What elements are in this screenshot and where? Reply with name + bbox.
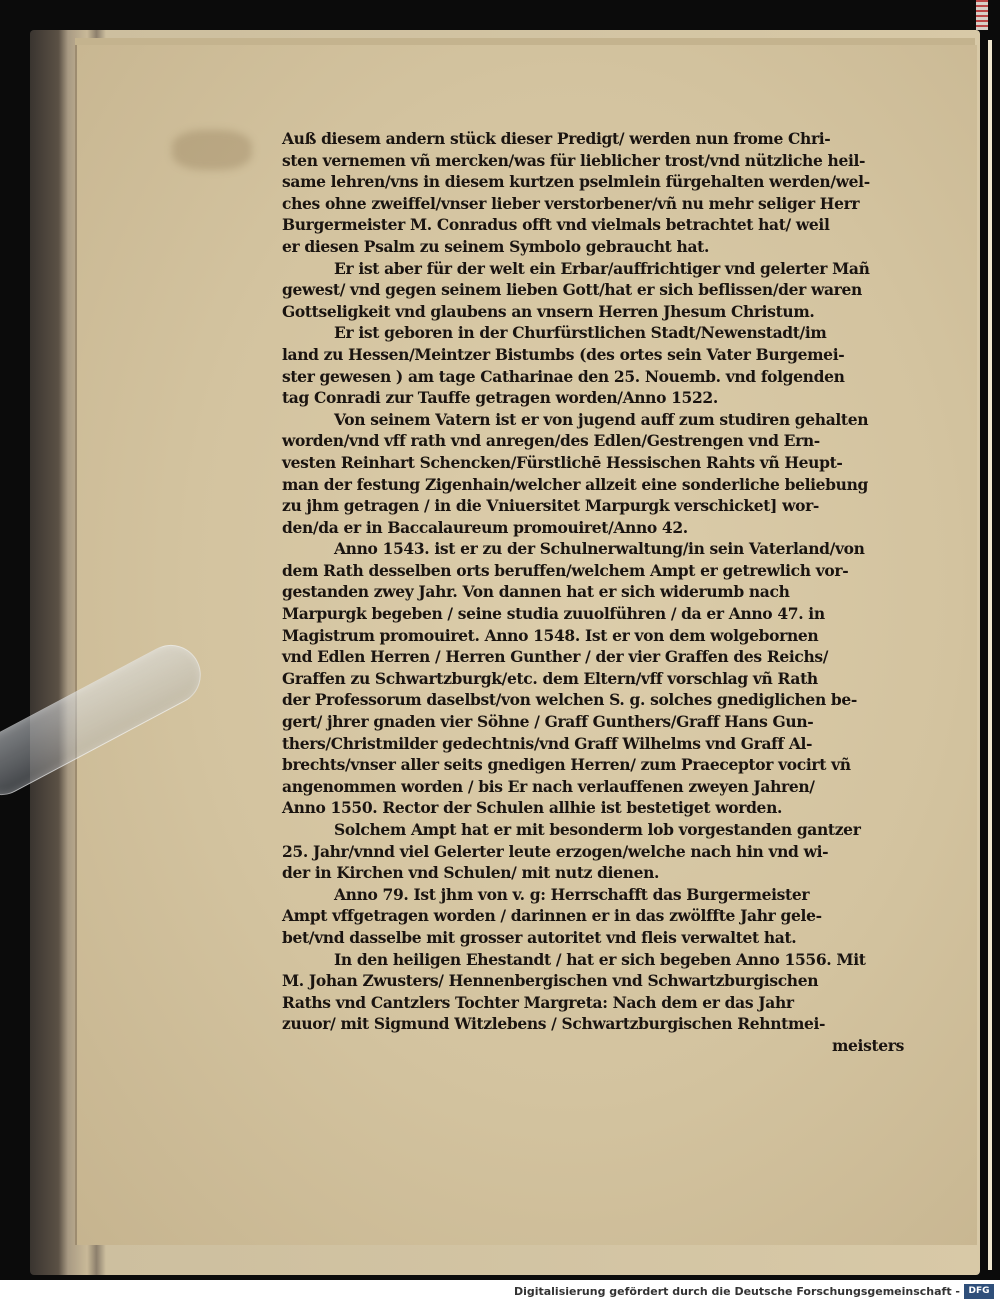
page-text-block (282, 128, 922, 1057)
text-line: sten vernemen vñ mercken/was für lieblicher trost/vnd nützliche heil- (282, 150, 866, 170)
text-line: meisters (832, 1035, 904, 1055)
text-line: Er ist geboren in der Churfürstlichen Stadt/Newenstadt/im (334, 323, 827, 343)
text-line: Er ist aber für der welt ein Erbar/auffrichtiger vnd gelerter Mañ (334, 258, 870, 278)
text-line: Raths vnd Cantzlers Tochter Margreta: Nach dem er das Jahr (282, 992, 794, 1012)
text-line: land zu Hessen/Meintzer Bistumbs (des ortes sein Vater Burgemei- (282, 344, 845, 364)
footer-credit: Digitalisierung gefördert durch die Deutsche Forschungsgemeinschaft - (513, 1285, 960, 1298)
dfg-logo-icon: DFG (964, 1284, 994, 1299)
text-line: zuuor/ mit Sigmund Witzlebens / Schwartzburgischen Rehntmei- (282, 1014, 826, 1034)
text-line: Anno 1543. ist er zu der Schulnerwaltung/in sein Vaterland/von (334, 539, 865, 559)
bookmark-ribbon (976, 0, 988, 30)
text-line: gestanden zwey Jahr. Von dannen hat er sich widerumb nach (282, 582, 790, 602)
text-line: gewest/ vnd gegen seinem lieben Gott/hat er sich beflissen/der waren (282, 280, 862, 300)
footer-bar (0, 1280, 1000, 1305)
text-line: worden/vnd vff rath vnd anregen/des Edlen/Gestrengen vnd Ern- (282, 431, 820, 451)
text-line: er diesen Psalm zu seinem Symbolo gebraucht hat. (282, 236, 709, 256)
text-line: Marpurgk begeben / seine studia zuuolführen / da er Anno 47. in (282, 604, 825, 624)
text-line: der in Kirchen vnd Schulen/ mit nutz dienen. (282, 863, 660, 883)
text-line: Ampt vffgetragen worden / darinnen er in das zwölffte Jahr gele- (282, 906, 822, 926)
text-line: ster gewesen ) am tage Catharinae den 25. Nouemb. vnd folgenden (282, 366, 845, 386)
text-line: angenommen worden / bis Er nach verlauffenen zweyen Jahren/ (282, 776, 815, 796)
text-line: der Professorum daselbst/von welchen S. g. solches gnediglichen be- (282, 690, 857, 710)
text-line: Auß diesem andern stück dieser Predigt/ werden nun frome Chri- (282, 129, 831, 148)
text-line: zu jhm getragen / in die Vniuersitet Marpurgk verschicket] wor- (282, 496, 819, 516)
scan-edge-rule (988, 40, 992, 1270)
text-line: 25. Jahr/vnnd viel Gelerter leute erzogen/welche nach hin vnd wi- (282, 841, 829, 861)
text-line: dem Rath desselben orts beruffen/welchem Ampt er getrewlich vor- (282, 560, 849, 580)
text-line: tag Conradi zur Tauffe getragen worden/Anno 1522. (282, 388, 718, 408)
text-line: brechts/vnser aller seits gnedigen Herren/ zum Praeceptor vocirt vñ (282, 755, 851, 775)
text-line: man der festung Zigenhain/welcher allzeit eine sonderliche beliebung (282, 474, 868, 494)
page-stain (172, 130, 252, 170)
text-line: vesten Reinhart Schencken/Fürstlichē Hessischen Rahts vñ Heupt- (282, 452, 843, 472)
text-line: Solchem Ampt hat er mit besonderm lob vorgestanden gantzer (334, 820, 861, 839)
text-line: Graffen zu Schwartzburgk/etc. dem Eltern/vff vorschlag vñ Rath (282, 668, 818, 688)
text-line: In den heiligen Ehestandt / hat er sich begeben Anno 1556. Mit (334, 949, 866, 969)
text-line: thers/Christmilder gedechtnis/vnd Graff Wilhelms vnd Graff Al- (282, 733, 813, 753)
text-line: gert/ jhrer gnaden vier Söhne / Graff Gunthers/Graff Hans Gun- (282, 712, 814, 732)
text-line: same lehren/vns in diesem kurtzen pselmlein fürgehalten werden/wel- (282, 172, 870, 192)
text-line: Magistrum promouiret. Anno 1548. Ist er von dem wolgebornen (282, 625, 819, 645)
text-line: bet/vnd dasselbe mit grosser autoritet vnd fleis verwaltet hat. (282, 927, 797, 947)
text-line: Von seinem Vatern ist er von jugend auff zum studiren gehalten (334, 409, 869, 429)
text-line: vnd Edlen Herren / Herren Gunther / der vier Graffen des Reichs/ (282, 647, 829, 667)
text-line: M. Johan Zwusters/ Hennenbergischen vnd Schwartzburgischen (282, 971, 819, 991)
text-line: den/da er in Baccalaureum promouiret/Anno 42. (282, 517, 688, 537)
text-line: Anno 79. Ist jhm von v. g: Herrschafft das Burgermeister (334, 884, 810, 904)
text-line: Anno 1550. Rector der Schulen allhie ist bestetiget worden. (282, 798, 783, 818)
text-line: Burgermeister M. Conradus offt vnd vielmals betrachtet hat/ weil (282, 215, 830, 235)
text-line: ches ohne zweiffel/vnser lieber verstorbener/vñ nu mehr seliger Herr (282, 193, 860, 213)
text-line: Gottseligkeit vnd glaubens an vnsern Herren Jhesum Christum. (282, 301, 815, 321)
